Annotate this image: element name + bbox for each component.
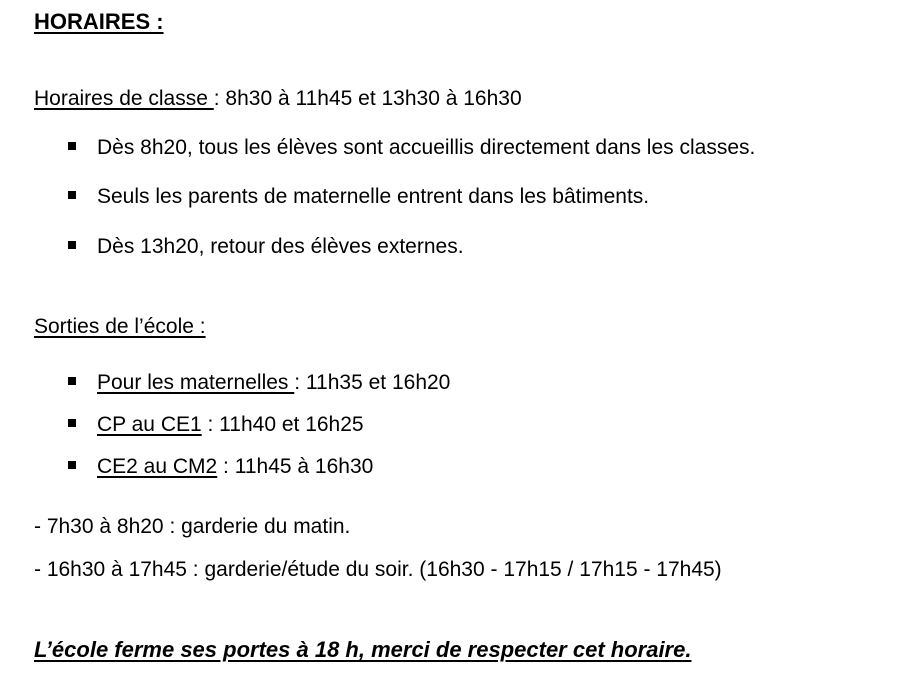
square-bullet-icon xyxy=(68,191,76,199)
exit-group-time: : 11h35 et 16h20 xyxy=(294,371,451,394)
list-item xyxy=(68,186,649,207)
square-bullet-icon xyxy=(68,142,76,150)
care-evening: - 16h30 à 17h45 : garderie/étude du soir. (16h30 - 17h15 / 17h15 - 17h45) xyxy=(34,558,722,581)
list-item xyxy=(68,137,755,158)
care-morning: - 7h30 à 8h20 : garderie du matin. xyxy=(34,515,351,538)
list-item xyxy=(68,414,364,435)
list-item-text: Dès 8h20, tous les élèves sont accueillis directement dans les classes. xyxy=(97,136,756,159)
list-item xyxy=(68,236,464,257)
square-bullet-icon xyxy=(68,419,76,427)
list-item xyxy=(68,456,373,477)
exits-heading: Sorties de l’école : xyxy=(34,315,206,338)
page-title: HORAIRES : xyxy=(34,9,164,34)
closing-notice: L’école ferme ses portes à 18 h, merci de respecter cet horaire. xyxy=(34,637,692,662)
exit-group-label: Pour les maternelles xyxy=(97,371,295,394)
square-bullet-icon xyxy=(68,461,76,469)
square-bullet-icon xyxy=(68,377,76,385)
exit-group-label: CE2 au CM2 xyxy=(97,455,218,478)
square-bullet-icon xyxy=(68,241,76,249)
list-item xyxy=(68,372,450,393)
list-item-text: Seuls les parents de maternelle entrent dans les bâtiments. xyxy=(97,185,650,208)
exit-group-time: : 11h45 à 16h30 xyxy=(217,455,374,478)
list-item-text: Dès 13h20, retour des élèves externes. xyxy=(97,235,464,258)
exit-group-time: : 11h40 et 16h25 xyxy=(201,413,364,436)
class-hours-label: Horaires de classe xyxy=(34,87,214,110)
class-hours-value: : 8h30 à 11h45 et 13h30 à 16h30 xyxy=(213,87,522,110)
class-hours-line xyxy=(34,88,522,109)
exit-group-label: CP au CE1 xyxy=(97,413,202,436)
